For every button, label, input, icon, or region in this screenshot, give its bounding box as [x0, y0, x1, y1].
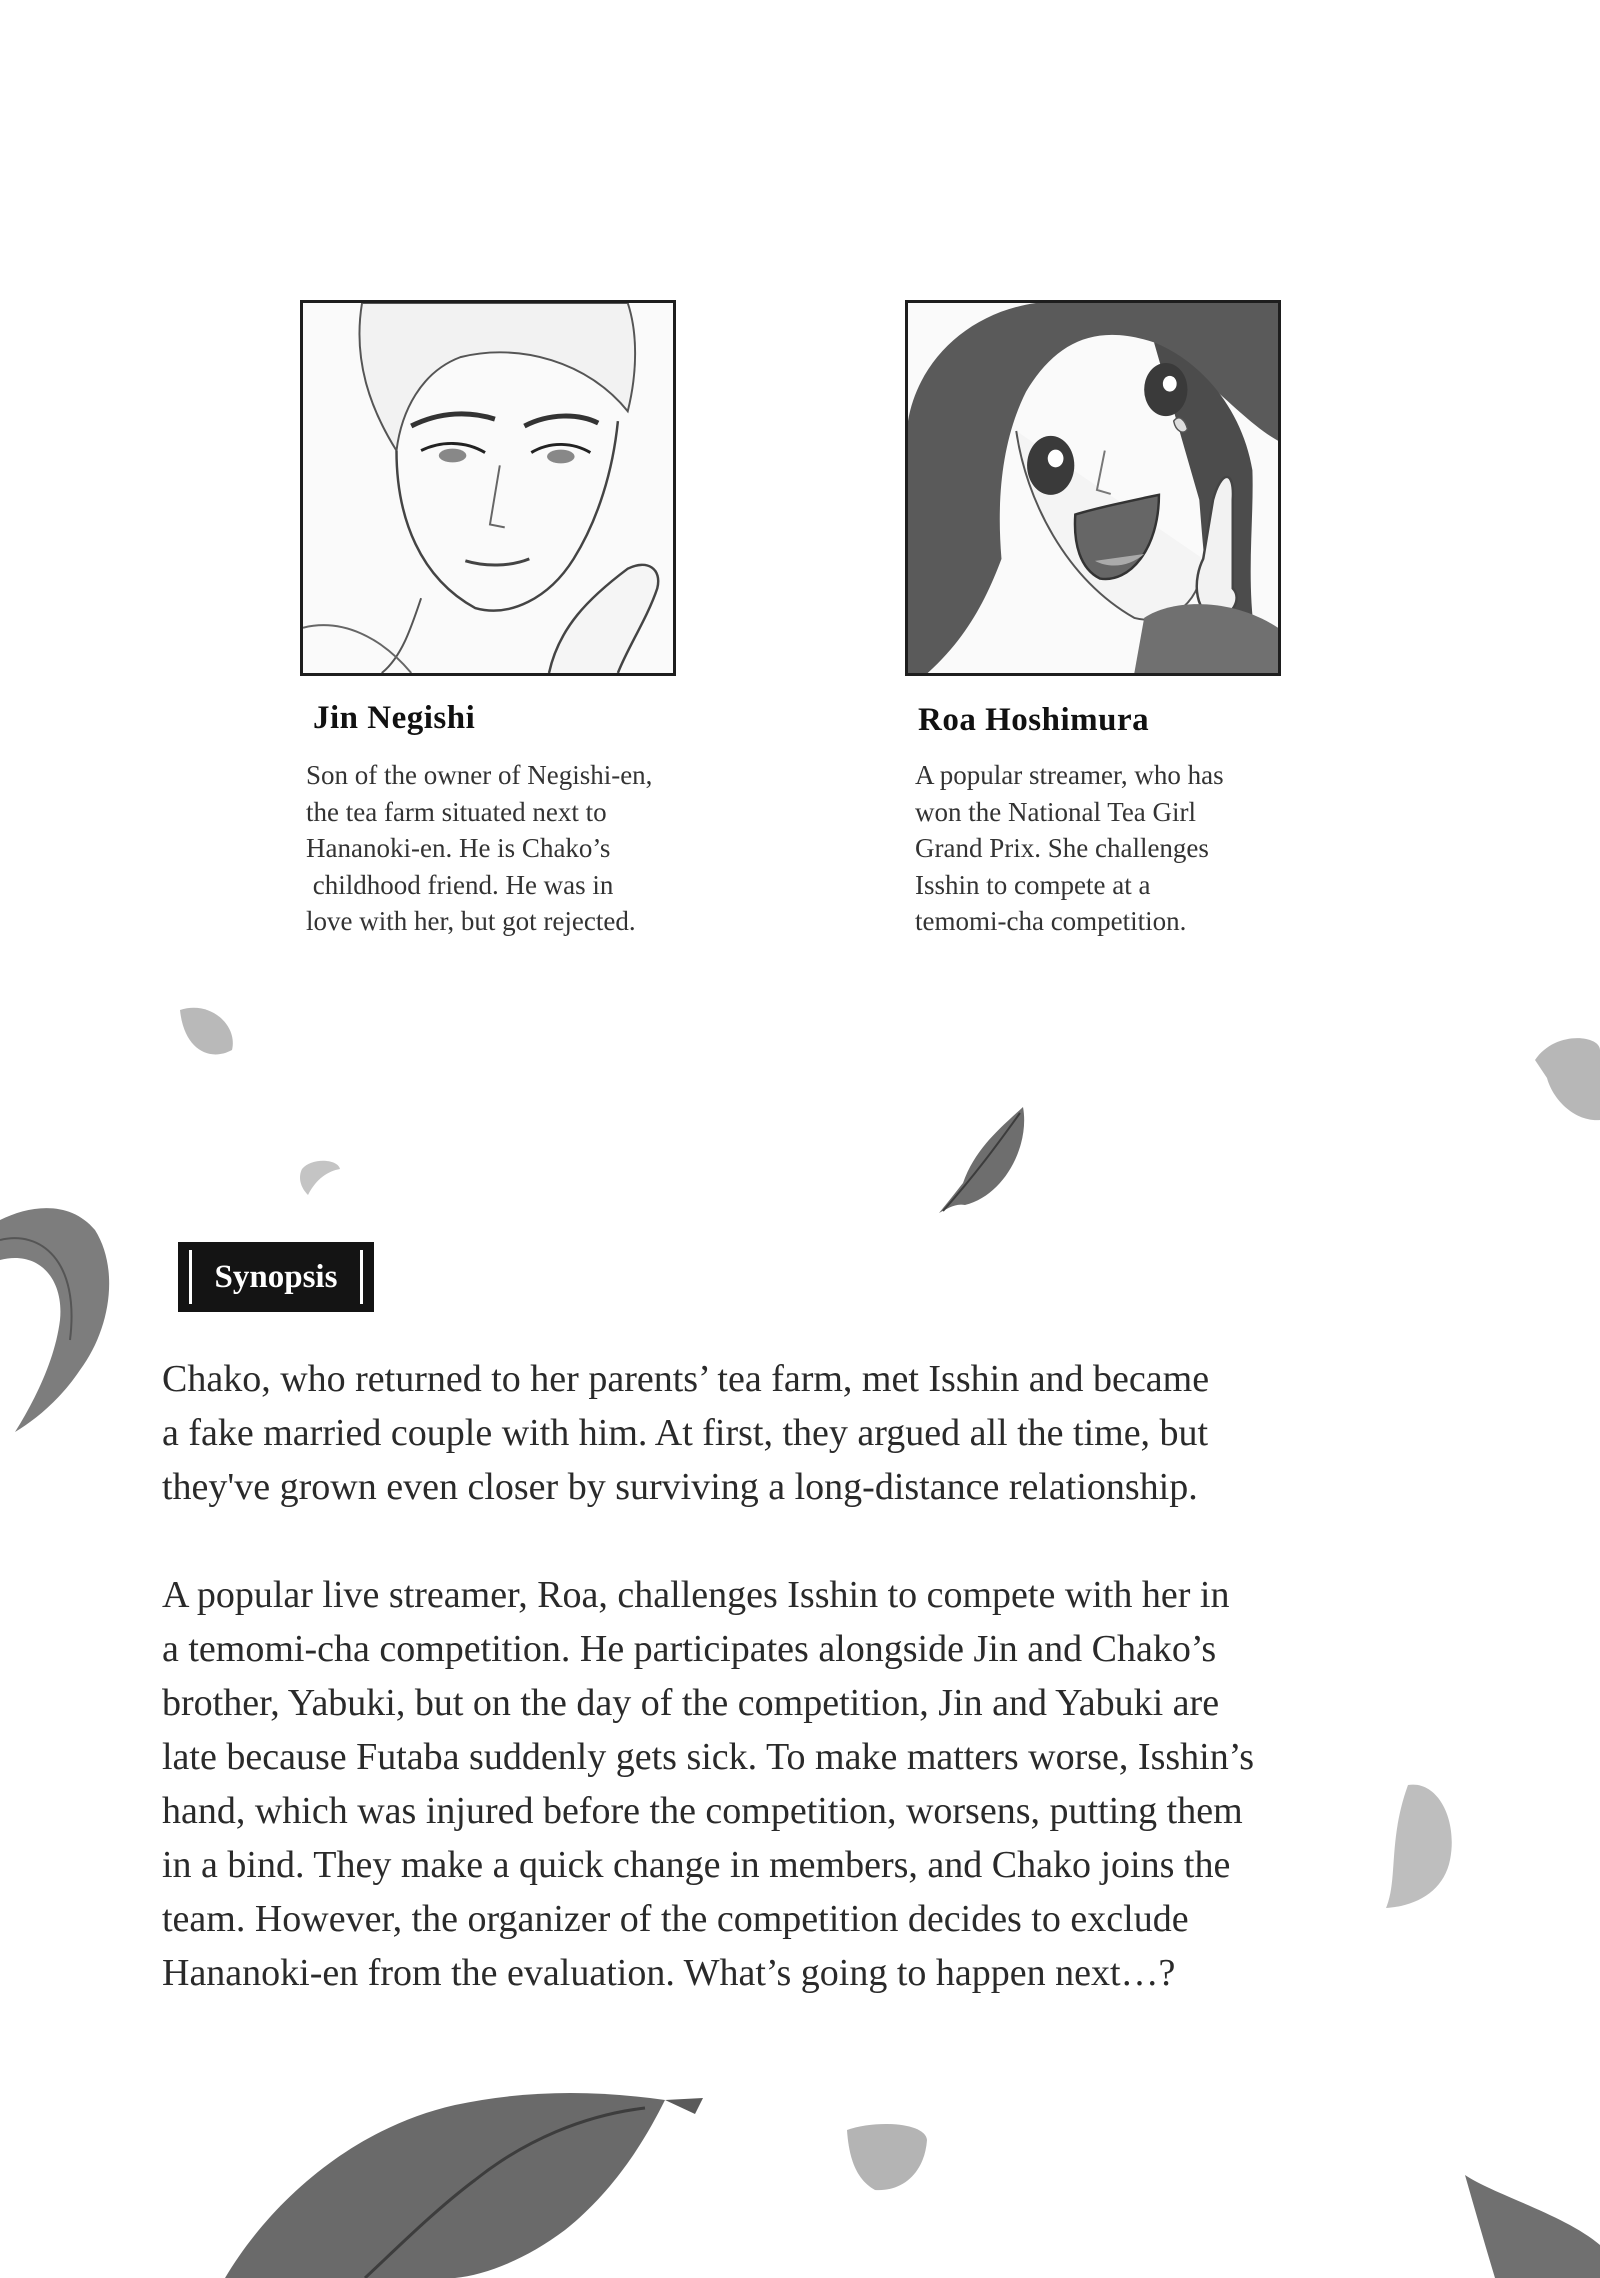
leaf-decoration [1455, 2175, 1600, 2278]
synopsis-line: Hananoki-en from the evaluation. What’s going to happen next…? [162, 1952, 1176, 1994]
synopsis-line: hand, which was injured before the competition, worsens, putting them [162, 1790, 1243, 1832]
petal-decoration [298, 1155, 344, 1197]
synopsis-line: Chako, who returned to her parents’ tea farm, met Isshin and became [162, 1358, 1210, 1400]
leaf-decoration [935, 1105, 1030, 1215]
roa-hoshimura-illustration [908, 303, 1278, 673]
description-line: childhood friend. He was in [306, 869, 614, 900]
description-line: Hananoki-en. He is Chako’s [306, 833, 611, 863]
synopsis-label-text: Synopsis [214, 1258, 338, 1295]
description-line: Son of the owner of Negishi-en, [306, 760, 653, 790]
synopsis-line: a temomi-cha competition. He participates alongside Jin and Chako’s [162, 1628, 1217, 1670]
synopsis-label [178, 1242, 374, 1312]
petal-decoration [1535, 1030, 1600, 1125]
character-description-jin [306, 757, 652, 940]
synopsis-line: they've grown even closer by surviving a long-distance relationship. [162, 1466, 1198, 1508]
character-name-jin: Jin Negishi [313, 700, 476, 736]
synopsis-paragraph-2 [162, 1568, 1254, 2000]
synopsis-paragraph-1 [162, 1352, 1209, 1514]
leaf-decoration [225, 2080, 705, 2278]
synopsis-line: a fake married couple with him. At first, they argued all the time, but [162, 1412, 1209, 1454]
synopsis-line: team. However, the organizer of the competition decides to exclude [162, 1898, 1189, 1940]
character-description-roa [915, 757, 1224, 940]
petal-decoration [1378, 1780, 1458, 1910]
petal-decoration [170, 1000, 240, 1065]
description-line: Grand Prix. She challenges [915, 833, 1209, 863]
description-line: won the National Tea Girl [915, 796, 1197, 827]
character-name-roa: Roa Hoshimura [918, 702, 1150, 738]
petal-decoration [845, 2120, 930, 2195]
description-line: Isshin to compete at a [915, 869, 1151, 900]
description-line: love with her, but got rejected. [306, 906, 636, 936]
description-line: temomi-cha competition. [915, 906, 1187, 936]
leaf-decoration [0, 1200, 115, 1435]
synopsis-line: brother, Yabuki, but on the day of the competition, Jin and Yabuki are [162, 1682, 1220, 1724]
jin-negishi-illustration [303, 303, 673, 673]
description-line: the tea farm situated next to [306, 796, 607, 827]
synopsis-line: A popular live streamer, Roa, challenges Isshin to compete with her in [162, 1574, 1230, 1616]
synopsis-line: late because Futaba suddenly gets sick. To make matters worse, Isshin’s [162, 1736, 1255, 1778]
description-line: A popular streamer, who has [915, 760, 1224, 790]
jin-negishi-portrait [300, 300, 676, 676]
roa-hoshimura-portrait [905, 300, 1281, 676]
synopsis-line: in a bind. They make a quick change in members, and Chako joins the [162, 1844, 1231, 1886]
